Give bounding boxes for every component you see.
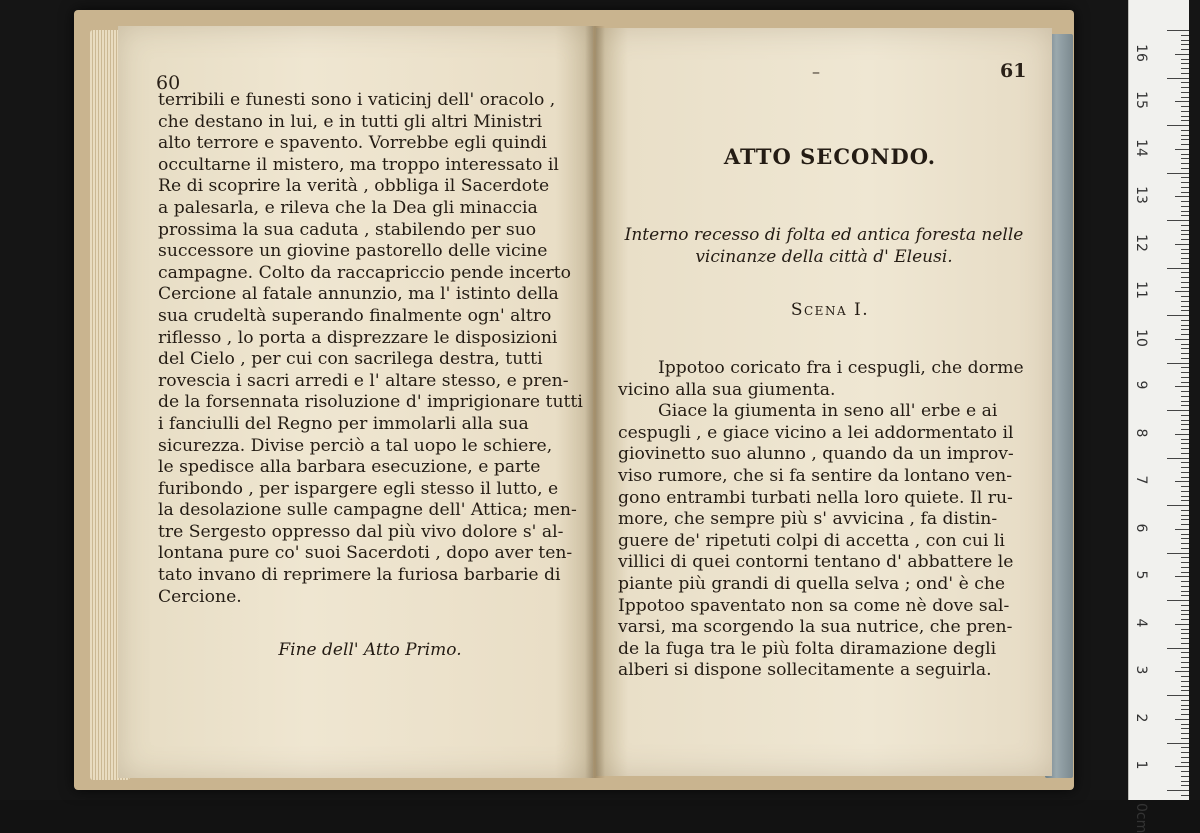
end-of-act-note: Fine dell' Atto Primo. [278, 640, 462, 660]
ruler-label: 5 [1133, 570, 1149, 580]
ruler-tick [1181, 633, 1189, 634]
scene-setting-line-2: vicinanze della città d' Eleusi. [695, 247, 953, 267]
ruler-tick [1181, 610, 1189, 611]
ruler-tick [1181, 106, 1189, 107]
ruler-tick [1181, 690, 1189, 691]
ruler-tick [1181, 182, 1189, 183]
ruler-tick [1181, 68, 1189, 69]
ruler-label: 14 [1133, 138, 1149, 157]
text-line: Cercione. [158, 586, 242, 607]
ruler-tick [1181, 581, 1189, 582]
ruler-tick [1181, 667, 1189, 668]
text-line: occultarne il mistero, ma troppo interessato il [158, 154, 559, 175]
ruler-tick [1175, 339, 1189, 340]
text-line: Re di scoprire la verità , obbliga il Sacerdote [158, 176, 550, 197]
ruler-tick [1181, 420, 1189, 421]
ruler-label: 1 [1133, 760, 1149, 770]
text-line: successore un giovine pastorello delle vicine [158, 241, 548, 262]
ruler-tick [1181, 443, 1189, 444]
text-line: lontana pure co' suoi Sacerdoti , dopo aver ten- [158, 543, 573, 564]
ruler-tick [1181, 681, 1189, 682]
ruler-tick [1181, 310, 1189, 311]
ruler-tick [1181, 187, 1189, 188]
ruler-tick [1181, 367, 1189, 368]
text-line: tato invano di reprimere la furiosa barbarie di [158, 565, 561, 586]
ruler-tick [1167, 30, 1189, 31]
ruler-tick [1181, 657, 1189, 658]
ruler-label: 6 [1133, 523, 1149, 533]
ruler-tick [1181, 372, 1189, 373]
ruler-tick [1181, 329, 1189, 330]
text-line: sua crudeltà superando finalmente ogn' altro [158, 305, 552, 326]
ruler-tick [1181, 700, 1189, 701]
ruler-tick [1181, 614, 1189, 615]
text-line: Ippotoo spaventato non sa come nè dove sal- [618, 595, 1010, 616]
ruler-tick [1181, 519, 1189, 520]
ruler-tick [1181, 629, 1189, 630]
ruler-tick [1175, 386, 1189, 387]
ruler-tick [1181, 486, 1189, 487]
ruler-tick [1181, 130, 1189, 131]
ruler-tick [1181, 686, 1189, 687]
ruler-tick [1181, 538, 1189, 539]
ruler-tick [1181, 382, 1189, 383]
text-line: Ippotoo coricato fra i cespugli, che dorme [658, 358, 1024, 378]
ruler-tick [1181, 158, 1189, 159]
ruler-tick [1175, 671, 1189, 672]
text-line: more, che sempre più s' avvicina , fa distin- [618, 509, 998, 530]
ruler-tick [1181, 714, 1189, 715]
ruler-tick [1181, 377, 1189, 378]
ruler-tick [1167, 743, 1189, 744]
ruler-tick [1181, 572, 1189, 573]
ruler-tick [1167, 600, 1189, 601]
ruler-tick [1175, 624, 1189, 625]
ruler-tick [1181, 738, 1189, 739]
ruler-tick [1181, 728, 1189, 729]
ruler-tick [1181, 401, 1189, 402]
ruler-tick [1181, 358, 1189, 359]
text-line: villici di quei contorni tentano d' abbattere le [618, 552, 1014, 573]
ruler-tick [1175, 54, 1189, 55]
ruler-tick [1181, 591, 1189, 592]
ruler-tick [1181, 448, 1189, 449]
ruler-tick [1181, 211, 1189, 212]
text-line: le spedisce alla barbara esecuzione, e parte [158, 457, 541, 478]
ruler-tick [1181, 515, 1189, 516]
ruler-label: 0cm [1133, 802, 1149, 833]
text-line: giovinetto suo alunno , quando da un improv- [618, 444, 1014, 465]
text-line: furibondo , per ispargere egli stesso il lutto, e [158, 478, 559, 499]
ruler-tick [1181, 63, 1189, 64]
ruler-tick [1181, 87, 1189, 88]
ruler-tick [1181, 595, 1189, 596]
text-line: a palesarla, e rileva che la Dea gli minaccia [158, 197, 538, 218]
ruler-tick [1181, 643, 1189, 644]
ruler-tick [1181, 201, 1189, 202]
header-dash: – [812, 62, 820, 81]
ruler-tick [1181, 97, 1189, 98]
text-line: i fanciulli del Regno per immolarli alla sua [158, 413, 529, 434]
ruler-tick [1181, 348, 1189, 349]
ruler-tick [1181, 781, 1189, 782]
text-line: terribili e funesti sono i vaticinj dell' oracolo , [158, 90, 556, 110]
ruler-tick [1181, 320, 1189, 321]
ruler-tick [1175, 481, 1189, 482]
ruler-tick [1181, 776, 1189, 777]
left-page-number: 60 [156, 72, 181, 94]
ruler-tick [1181, 747, 1189, 748]
ruler-tick [1181, 154, 1189, 155]
ruler-tick [1181, 771, 1189, 772]
ruler-tick [1175, 719, 1189, 720]
ruler-tick [1181, 163, 1189, 164]
ruler-tick [1181, 757, 1189, 758]
ruler-tick [1181, 230, 1189, 231]
ruler-label: 8 [1133, 428, 1149, 438]
ruler-tick [1181, 557, 1189, 558]
ruler-tick [1181, 638, 1189, 639]
scene-title: Scena I. [790, 300, 870, 320]
ruler-tick [1181, 467, 1189, 468]
ruler-tick [1167, 505, 1189, 506]
ruler-tick [1181, 234, 1189, 235]
ruler-tick [1181, 462, 1189, 463]
ruler-tick [1167, 648, 1189, 649]
ruler-tick [1181, 562, 1189, 563]
ruler-label: 7 [1133, 475, 1149, 485]
ruler-label: 11 [1133, 281, 1149, 300]
ruler-tick [1181, 619, 1189, 620]
ruler-tick [1181, 263, 1189, 264]
ruler-tick [1175, 101, 1189, 102]
ruler-label: 9 [1133, 380, 1149, 390]
ruler-tick [1167, 458, 1189, 459]
ruler-tick [1181, 215, 1189, 216]
ruler-tick [1181, 59, 1189, 60]
ruler-label: 3 [1133, 665, 1149, 675]
ruler-tick [1181, 192, 1189, 193]
text-line: varsi, ma scorgendo la sua nutrice, che pren- [618, 617, 1013, 638]
ruler-tick [1167, 410, 1189, 411]
text-line: sicurezza. Divise perciò a tal uopo le schiere, [158, 435, 553, 456]
ruler-tick [1181, 249, 1189, 250]
ruler-tick [1175, 766, 1189, 767]
ruler-tick [1181, 586, 1189, 587]
ruler-tick [1181, 177, 1189, 178]
ruler-tick [1181, 282, 1189, 283]
text-line: piante più grandi di quella selva ; ond' è che [618, 573, 1006, 594]
ruler-tick [1167, 220, 1189, 221]
ruler-tick [1175, 529, 1189, 530]
ruler-tick [1181, 139, 1189, 140]
ruler-tick [1181, 301, 1189, 302]
ruler-tick [1167, 695, 1189, 696]
ruler-tick [1181, 429, 1189, 430]
ruler-tick [1181, 144, 1189, 145]
ruler-tick [1181, 439, 1189, 440]
left-page-body [158, 90, 583, 608]
text-line: gono entrambi turbati nella loro quiete. Il ru- [618, 487, 1013, 508]
act-title: ATTO SECONDO. [723, 144, 937, 169]
ruler-tick [1181, 258, 1189, 259]
text-line: la desolazione sulle campagne dell' Attica; men- [158, 500, 577, 521]
ruler-tick [1167, 78, 1189, 79]
ruler-label: 10 [1133, 328, 1149, 347]
ruler-tick [1167, 315, 1189, 316]
ruler-tick [1181, 415, 1189, 416]
ruler-tick [1181, 605, 1189, 606]
ruler-tick [1167, 125, 1189, 126]
ruler-label: 4 [1133, 618, 1149, 628]
ruler-tick [1181, 287, 1189, 288]
text-line: del Cielo , per cui con sacrilega destra, tutti [158, 349, 543, 370]
ruler-tick [1181, 253, 1189, 254]
ruler-tick [1181, 705, 1189, 706]
ruler-tick [1167, 173, 1189, 174]
ruler-tick [1181, 676, 1189, 677]
ruler-tick [1181, 111, 1189, 112]
ruler-tick [1167, 553, 1189, 554]
ruler-tick [1175, 196, 1189, 197]
ruler-tick [1181, 733, 1189, 734]
text-line: rovescia i sacri arredi e l' altare stesso, e pren- [158, 370, 569, 391]
ruler-tick [1181, 73, 1189, 74]
ruler-tick [1181, 396, 1189, 397]
text-line: cespugli , e giace vicino a lei addormentato il [618, 422, 1014, 443]
ruler-tick [1181, 524, 1189, 525]
ruler-tick [1181, 724, 1189, 725]
text-line: prossima la sua caduta , stabilendo per suo [158, 219, 537, 240]
ruler-label: 2 [1133, 713, 1149, 723]
text-line: de la forsennata risoluzione d' imprigionare tutti [158, 392, 583, 413]
ruler-tick [1181, 344, 1189, 345]
ruler-tick [1181, 491, 1189, 492]
ruler-tick [1181, 35, 1189, 36]
text-line: riflesso , lo porta a disprezzare le disposizioni [158, 327, 558, 348]
text-line: alberi si dispone sollecitamente a seguirla. [618, 660, 992, 681]
text-line: de la fuga tra le più folta diramazione degli [618, 638, 997, 659]
ruler-tick [1181, 785, 1189, 786]
text-line: Cercione al fatale annunzio, ma l' istinto della [158, 284, 559, 305]
ruler-tick [1181, 135, 1189, 136]
ruler-tick [1181, 391, 1189, 392]
ruler-tick [1181, 496, 1189, 497]
ruler-tick [1181, 548, 1189, 549]
ruler-tick [1175, 244, 1189, 245]
ruler-tick [1181, 296, 1189, 297]
ruler-tick [1181, 239, 1189, 240]
ruler-tick [1181, 652, 1189, 653]
ruler-tick [1181, 168, 1189, 169]
ruler-tick [1181, 534, 1189, 535]
ruler-tick [1181, 40, 1189, 41]
text-line: vicino alla sua giumenta. [618, 379, 836, 400]
ruler-label: 12 [1133, 233, 1149, 252]
ruler-tick [1181, 277, 1189, 278]
text-line: che destano in lui, e in tutti gli altri Ministri [158, 111, 543, 132]
ruler-tick [1181, 567, 1189, 568]
ruler-tick [1181, 472, 1189, 473]
ruler-label: 15 [1133, 91, 1149, 110]
text-line: alto terrore e spavento. Vorrebbe egli quindi [158, 133, 547, 154]
ruler-tick [1181, 306, 1189, 307]
ruler-tick [1181, 510, 1189, 511]
ruler-tick [1175, 576, 1189, 577]
text-line: guere de' ripetuti colpi di accetta , con cui li [618, 530, 1005, 551]
text-line: tre Sergesto oppresso dal più vivo dolore s' al- [158, 521, 564, 542]
right-page-number: 61 [1000, 60, 1027, 82]
book-gutter [585, 26, 605, 778]
ruler-tick [1167, 268, 1189, 269]
right-page-body [618, 358, 1024, 682]
ruler-tick [1167, 363, 1189, 364]
ruler-tick [1181, 334, 1189, 335]
ruler-tick [1181, 795, 1189, 796]
scene-setting [600, 224, 1048, 268]
ruler-label: 13 [1133, 186, 1149, 205]
ruler-tick [1181, 120, 1189, 121]
ruler-label: 16 [1133, 43, 1149, 62]
ruler-tick [1181, 116, 1189, 117]
text-line: Giace la giumenta in seno all' erbe e ai [658, 401, 998, 422]
text-line: campagne. Colto da raccapriccio pende incerto [158, 262, 571, 283]
ruler-tick [1181, 206, 1189, 207]
ruler-tick [1181, 543, 1189, 544]
ruler-tick [1181, 44, 1189, 45]
ruler-tick [1175, 291, 1189, 292]
ruler-tick [1181, 353, 1189, 354]
ruler-tick [1181, 662, 1189, 663]
ruler-tick [1181, 325, 1189, 326]
measuring-ruler [1128, 0, 1189, 833]
ruler-tick [1175, 434, 1189, 435]
text-line: viso rumore, che si fa sentire da lontano ven- [618, 465, 1013, 486]
scene-setting-line-1: Interno recesso di folta ed antica foresta nelle [624, 225, 1024, 245]
ruler-tick [1181, 453, 1189, 454]
ruler-tick [1181, 500, 1189, 501]
ruler-tick [1181, 477, 1189, 478]
ruler-tick [1181, 709, 1189, 710]
ruler-tick [1181, 762, 1189, 763]
ruler-tick [1181, 405, 1189, 406]
ruler-tick [1181, 225, 1189, 226]
ruler-tick [1167, 790, 1189, 791]
ruler-tick [1181, 82, 1189, 83]
ruler-tick [1181, 424, 1189, 425]
ruler-tick [1181, 92, 1189, 93]
ruler-tick [1181, 752, 1189, 753]
ruler-tick [1175, 149, 1189, 150]
ruler-tick [1181, 272, 1189, 273]
ruler-tick [1181, 49, 1189, 50]
